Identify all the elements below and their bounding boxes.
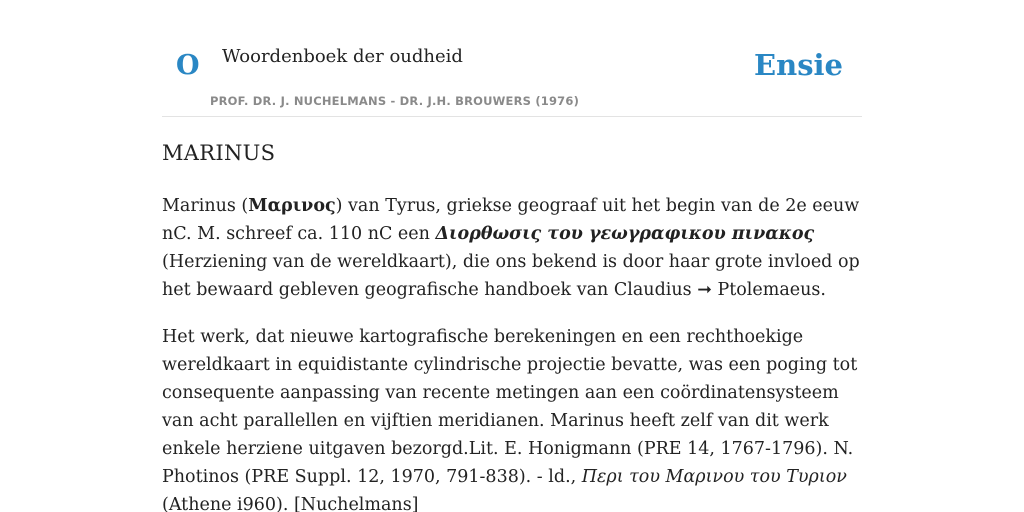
greek-work-title: Διορθωσις του γεωγραφικου πινακος xyxy=(435,224,815,244)
arrow-icon: ➞ xyxy=(697,280,712,300)
p1-text-4: . xyxy=(820,280,826,300)
ptolemaeus-link[interactable]: Ptolemaeus xyxy=(717,280,821,300)
paragraph-1 xyxy=(162,192,862,304)
greek-reference: Περι του Μαρινου του Τυριον xyxy=(581,467,847,487)
header xyxy=(162,0,862,117)
entry-body xyxy=(162,192,862,512)
paragraph-2 xyxy=(162,323,862,512)
authors-line: PROF. DR. J. NUCHELMANS - DR. J.H. BROUWERS (1976) xyxy=(210,94,580,108)
p1-text-2: ) van Tyrus, griekse geograaf uit het begin van de 2e eeuw nC. M. schreef ca. 110 nC een xyxy=(162,196,860,244)
entry-title: MARINUS xyxy=(162,141,276,165)
p2-text-2: (Athene i960). [Nuchelmans] xyxy=(162,495,419,512)
p2-text-1: Het werk, dat nieuwe kartografische berekeningen en een rechthoekige wereldkaart in equidistante cylindrische projectie bevatte, was een poging tot consequente aanpassing van recente metingen aan een coördinatensysteem van acht parallellen en vijftien meridianen. Marinus heeft zelf van dit werk enkele herziene uitgaven bezorgd.Lit. E. Honigmann (PRE 14, 1767-1796). N. Photinos (PRE Suppl. 12, 1970, 791-838). - ld., xyxy=(162,327,858,487)
greek-name: Μαρινος xyxy=(248,196,336,216)
p1-text-1: Marinus ( xyxy=(162,196,249,216)
book-logo-letter: O xyxy=(176,50,200,81)
p1-text-3: (Herziening van de wereldkaart), die ons bekend is door haar grote invloed op het bewaard gebleven geografische handboek van Claudius xyxy=(162,252,860,300)
brand-logo[interactable]: Ensie xyxy=(754,48,843,82)
book-title-link[interactable]: Woordenboek der oudheid xyxy=(222,46,463,67)
